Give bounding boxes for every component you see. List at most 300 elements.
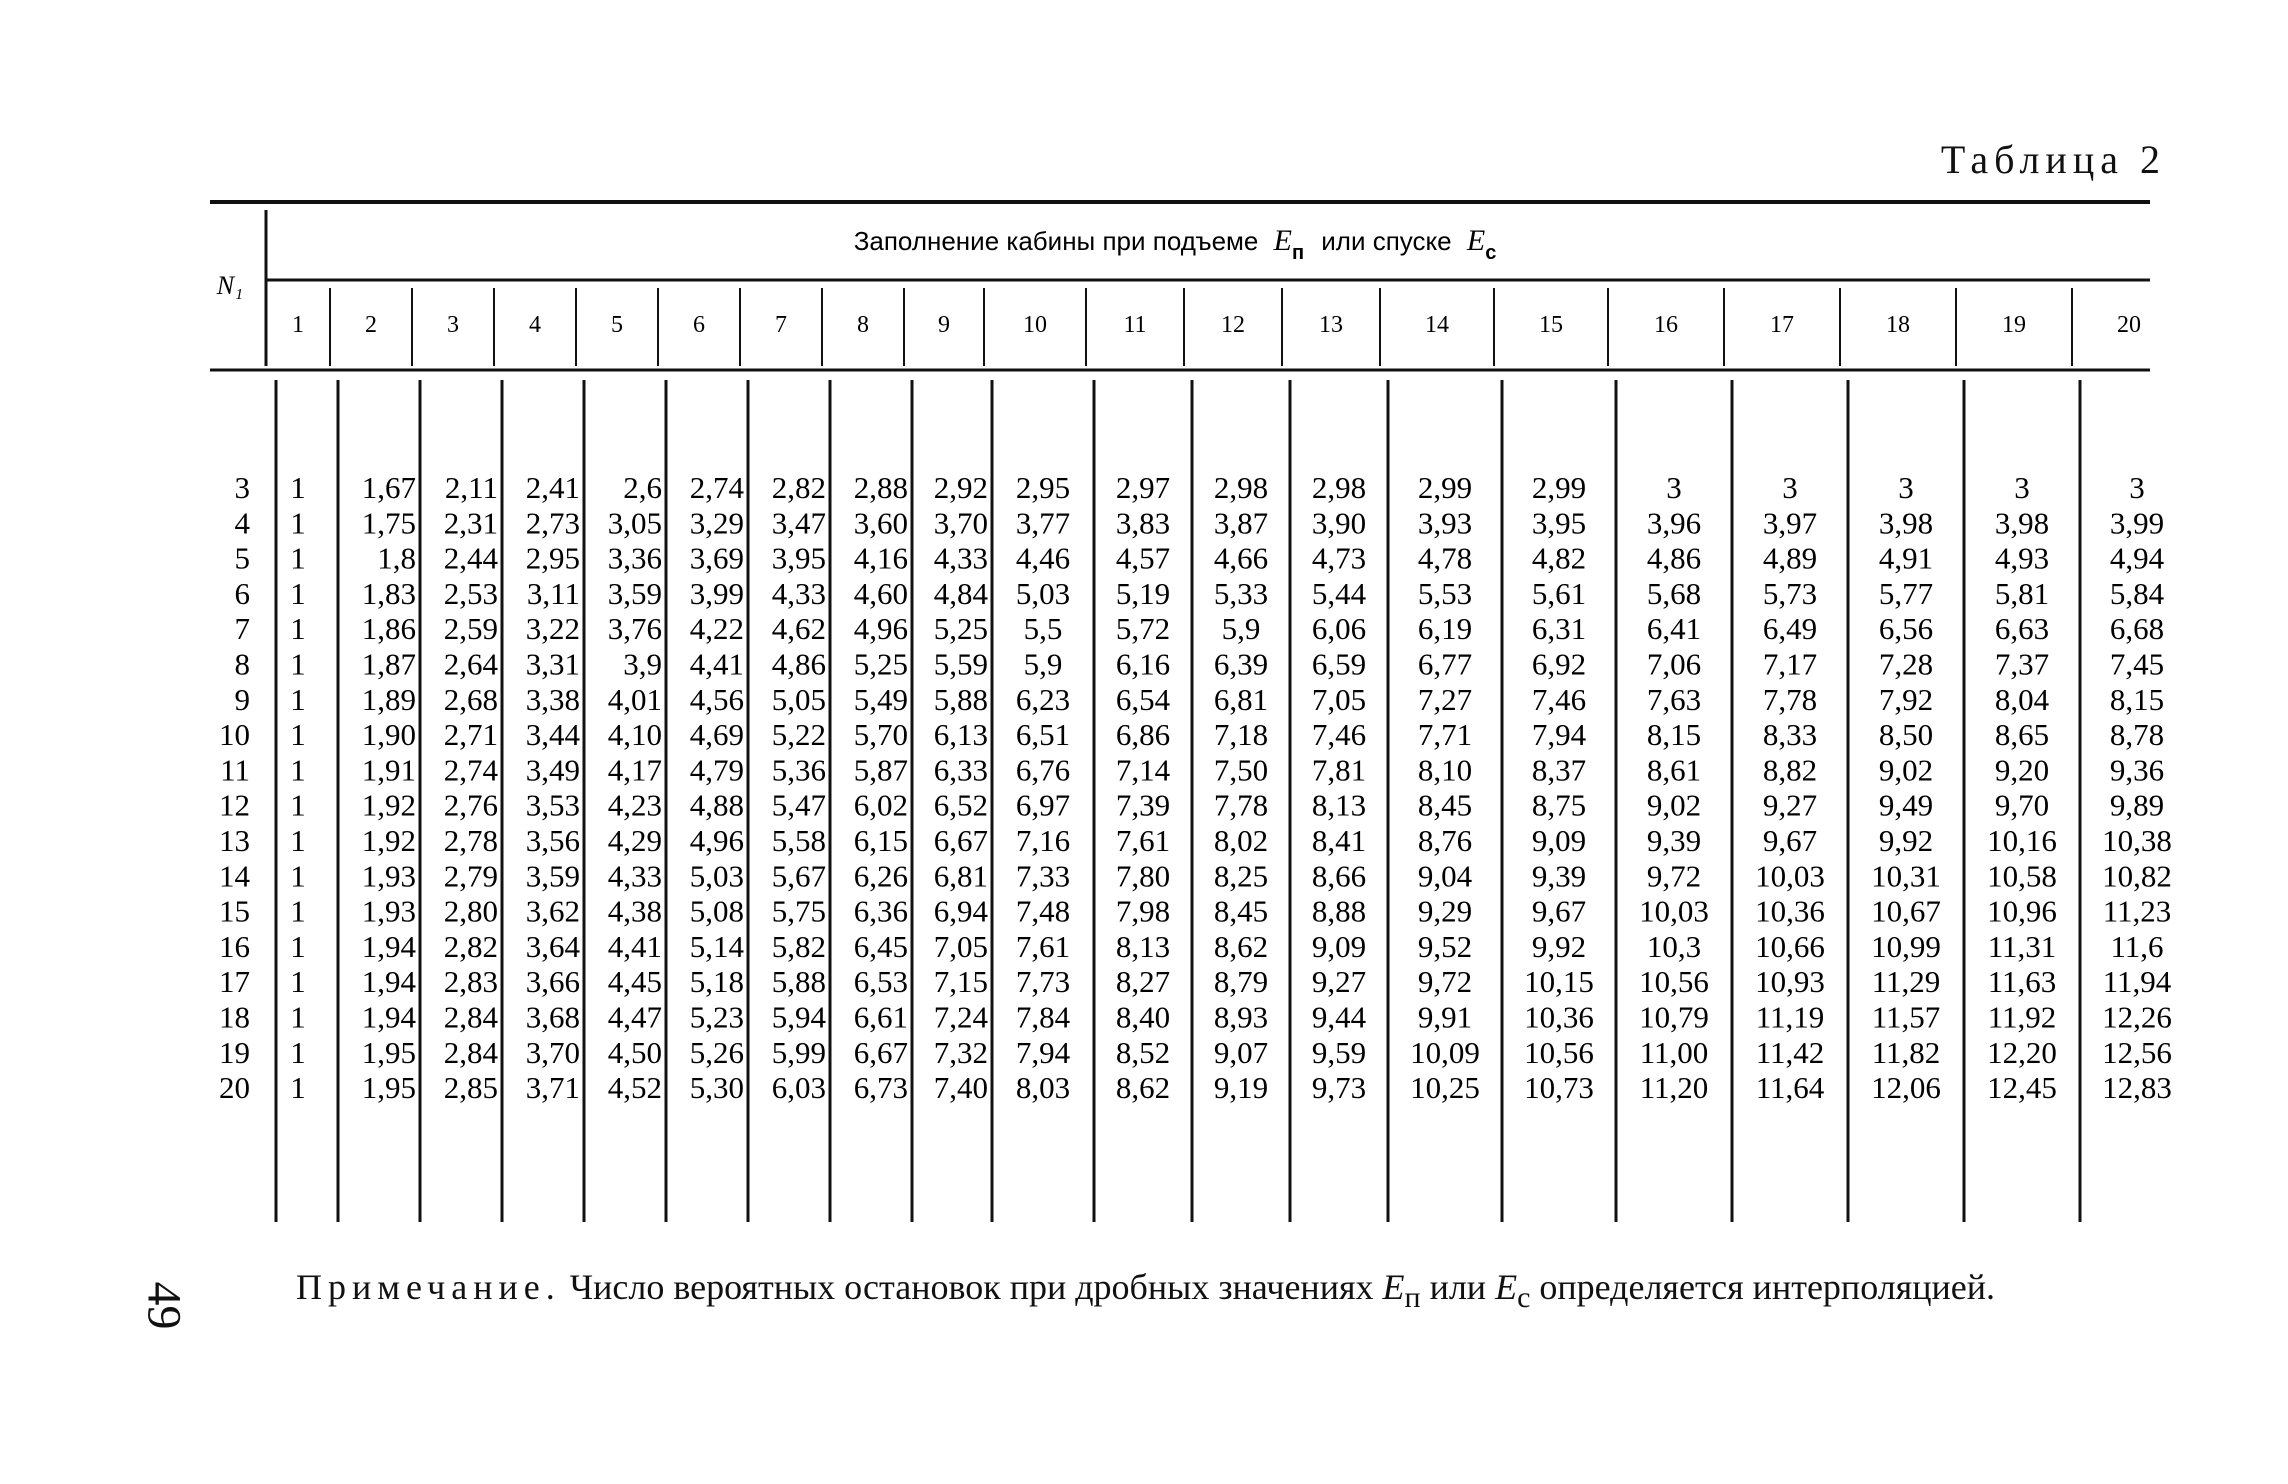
table-cell: 6,19 (1417, 611, 1473, 647)
table-cell: 2,74 (443, 752, 498, 788)
column-header-3: 3 (447, 312, 459, 338)
table-cell: 9,36 (2109, 752, 2165, 788)
table-cell: 8,75 (1531, 787, 1587, 823)
table-cell: 4,84 (933, 575, 988, 611)
row-label-3: 3 (234, 470, 250, 505)
table-cell: 9,91 (1417, 999, 1473, 1035)
table-cell: 5,47 (771, 787, 826, 823)
table-cell: 7,15 (933, 964, 988, 1000)
column-header-7: 7 (775, 312, 787, 338)
table-cell: 9,09 (1311, 928, 1367, 964)
table-cell: 4,33 (933, 540, 988, 576)
table-cell: 9,52 (1417, 928, 1473, 964)
table-cell: 7,78 (1762, 681, 1818, 717)
table-cell: 2,11 (444, 470, 498, 505)
table-cell: 8,45 (1417, 787, 1473, 823)
table-cell: 7,16 (1015, 823, 1071, 858)
table-cell: 11,63 (1987, 964, 2057, 1000)
table-cell: 7,61 (1115, 823, 1171, 858)
table-cell: 5,08 (689, 893, 744, 929)
table-title: Таблица 2 (1940, 137, 2166, 182)
table-cell: 7,14 (1115, 752, 1171, 788)
table-cell: 6,81 (933, 858, 988, 894)
table-cell: 8,82 (1762, 752, 1818, 788)
table-cell: 4,29 (607, 823, 662, 858)
note-sub-c: с (1517, 1281, 1531, 1315)
table-cell: 3 (1898, 470, 1914, 505)
table-cell: 9,70 (1994, 787, 2050, 823)
table-cell: 1,83 (361, 575, 416, 611)
table-cell: 2,59 (443, 611, 498, 647)
table-cell: 3,9 (623, 646, 662, 682)
table-cell: 11,23 (2102, 893, 2172, 929)
table-cell: 9,92 (1531, 928, 1587, 964)
table-cell: 4,96 (853, 611, 908, 647)
table-cell: 3,56 (525, 823, 580, 858)
table-cell: 2,41 (525, 470, 580, 505)
table-cell: 3,22 (525, 611, 580, 647)
table-cell: 9,02 (1878, 752, 1934, 788)
table-cell: 3 (2014, 470, 2030, 505)
table-cell: 7,27 (1417, 681, 1473, 717)
table-cell: 4,78 (1417, 540, 1473, 576)
table-cell: 9,67 (1762, 823, 1818, 858)
table-cell: 9,02 (1646, 787, 1702, 823)
table-cell: 5,75 (771, 893, 826, 929)
column-header-8: 8 (857, 312, 869, 338)
table-cell: 1 (290, 611, 306, 647)
table-cell: 1 (290, 964, 306, 1000)
table-cell: 1,95 (361, 1034, 416, 1070)
table-cell: 6,53 (853, 964, 908, 1000)
table-cell: 2,79 (443, 858, 498, 894)
table-cell: 8,66 (1311, 858, 1367, 894)
table-cell: 9,73 (1311, 1070, 1367, 1106)
table-cell: 4,62 (771, 611, 826, 647)
table-cell: 8,79 (1213, 964, 1269, 1000)
table-cell: 2,82 (771, 470, 826, 505)
table-cell: 3,59 (607, 575, 662, 611)
table-cell: 10,96 (1987, 893, 2057, 929)
table-cell: 3,77 (1015, 505, 1071, 541)
table-cell: 1 (290, 1034, 306, 1070)
table-cell: 2,44 (443, 540, 498, 576)
table-cell: 3,96 (1646, 505, 1702, 541)
table-cell: 5,25 (933, 611, 988, 647)
table-cell: 3,49 (525, 752, 580, 788)
table-cell: 10,82 (2102, 858, 2172, 894)
table-cell: 10,58 (1987, 858, 2057, 894)
table-cell: 7,40 (933, 1070, 988, 1106)
column-header-20: 20 (2117, 312, 2141, 338)
table-cell: 8,10 (1417, 752, 1473, 788)
table-cell: 3,29 (689, 505, 744, 541)
table-cell: 5,22 (771, 717, 826, 753)
table-cell: 4,46 (1015, 540, 1071, 576)
table-cell: 6,03 (771, 1070, 826, 1106)
table-cell: 12,83 (2102, 1070, 2172, 1106)
table-cell: 7,50 (1213, 752, 1269, 788)
table-cell: 10,36 (1755, 893, 1825, 929)
column-header-18: 18 (1886, 312, 1910, 338)
table-cell: 5,70 (853, 717, 908, 753)
table-cell: 4,41 (607, 928, 662, 964)
table-cell: 5,88 (933, 681, 988, 717)
table-cell: 8,41 (1311, 823, 1367, 858)
table-cell: 5,81 (1994, 575, 2050, 611)
column-header-2: 2 (365, 312, 377, 338)
table-cell: 4,56 (689, 681, 744, 717)
table-cell: 11,42 (1755, 1034, 1825, 1070)
table-cell: 10,03 (1639, 893, 1709, 929)
row-label-17: 17 (219, 964, 250, 1000)
table-cell: 10,31 (1871, 858, 1941, 894)
table-cell: 4,88 (689, 787, 744, 823)
table-cell: 3,59 (525, 858, 580, 894)
table-cell: 7,46 (1531, 681, 1587, 717)
table-cell: 10,09 (1410, 1034, 1480, 1070)
table-cell: 2,92 (933, 470, 988, 505)
table-cell: 6,67 (933, 823, 988, 858)
table-cell: 2,88 (853, 470, 908, 505)
table-cell: 7,28 (1878, 646, 1934, 682)
table-cell: 7,39 (1115, 787, 1171, 823)
table-cell: 3,11 (526, 575, 580, 611)
table-cell: 6,86 (1115, 717, 1171, 753)
note-sub-p: п (1404, 1281, 1421, 1315)
table-cell: 4,01 (607, 681, 662, 717)
table-cell: 6,97 (1015, 787, 1071, 823)
note-text-2: определяется интерполяцией. (1539, 1267, 1996, 1307)
table-cell: 1 (290, 893, 306, 929)
table-cell: 2,84 (443, 999, 498, 1035)
column-header-10: 10 (1023, 312, 1047, 338)
table-cell: 9,92 (1878, 823, 1934, 858)
table-cell: 2,98 (1311, 470, 1367, 505)
table-cell: 3,66 (525, 964, 580, 1000)
table-cell: 7,46 (1311, 717, 1367, 753)
table-cell: 11,20 (1639, 1070, 1709, 1106)
table-cell: 8,15 (2109, 681, 2165, 717)
table-cell: 2,97 (1115, 470, 1171, 505)
table-cell: 9,44 (1311, 999, 1367, 1035)
table-cell: 9,59 (1311, 1034, 1367, 1070)
table-cell: 4,33 (771, 575, 826, 611)
table-cell: 4,33 (607, 858, 662, 894)
table-cell: 5,19 (1115, 575, 1171, 611)
table-cell: 10,99 (1871, 928, 1941, 964)
table-cell: 11,64 (1755, 1070, 1825, 1106)
table-cell: 7,63 (1646, 681, 1702, 717)
table-cell: 3,87 (1213, 505, 1269, 541)
table-cell: 10,56 (1524, 1034, 1594, 1070)
column-header-15: 15 (1539, 312, 1563, 338)
table-cell: 6,76 (1015, 752, 1071, 788)
table-cell: 4,66 (1213, 540, 1269, 576)
table-cell: 3,71 (525, 1070, 580, 1106)
table-cell: 2,85 (443, 1070, 498, 1106)
table-cell: 9,29 (1417, 893, 1473, 929)
table-cell: 4,22 (689, 611, 744, 647)
table-cell: 9,19 (1213, 1070, 1269, 1106)
table-cell: 6,56 (1878, 611, 1934, 647)
table-cell: 1 (290, 823, 306, 858)
table-cell: 7,78 (1213, 787, 1269, 823)
table-cell: 6,31 (1531, 611, 1587, 647)
table-cell: 5,23 (689, 999, 744, 1035)
table-cell: 6,39 (1213, 646, 1269, 682)
table-cell: 6,26 (853, 858, 908, 894)
table-cell: 7,92 (1878, 681, 1934, 717)
group-header-text: Заполнение кабины при подъеме (853, 226, 1259, 256)
table-cell: 5,26 (689, 1034, 744, 1070)
table-cell: 4,50 (607, 1034, 662, 1070)
row-label-12: 12 (219, 787, 250, 823)
table-cell: 1 (290, 1070, 306, 1106)
table-cell: 8,13 (1311, 787, 1367, 823)
table-cell: 6,68 (2109, 611, 2165, 647)
column-header-12: 12 (1221, 312, 1245, 338)
table-cell: 7,45 (2109, 646, 2165, 682)
group-header-conj: или спуске (1321, 226, 1452, 256)
table-cell: 6,36 (853, 893, 908, 929)
table-cell: 1,86 (361, 611, 416, 647)
table-cell: 2,71 (443, 717, 498, 753)
table-cell: 2,78 (443, 823, 498, 858)
table-cell: 2,73 (525, 505, 580, 541)
table-cell: 5,99 (771, 1034, 826, 1070)
row-label-18: 18 (219, 999, 250, 1035)
table-cell: 6,73 (853, 1070, 908, 1106)
group-header-var-e2: E (1466, 224, 1486, 257)
table-cell: 10,66 (1755, 928, 1825, 964)
table-cell: 2,74 (689, 470, 744, 505)
column-header-1: 1 (292, 312, 304, 338)
table-cell: 3,64 (525, 928, 580, 964)
column-header-13: 13 (1319, 312, 1343, 338)
table-cell: 9,07 (1213, 1034, 1269, 1070)
table-cell: 1 (290, 999, 306, 1035)
table-cell: 10,79 (1639, 999, 1709, 1035)
table-cell: 3,83 (1115, 505, 1171, 541)
table-cell: 7,33 (1015, 858, 1071, 894)
table-cell: 2,31 (443, 505, 498, 541)
table-cell: 7,94 (1015, 1034, 1071, 1070)
table-cell: 8,25 (1213, 858, 1269, 894)
row-header-label: N₁ (216, 271, 244, 300)
table-cell: 7,84 (1015, 999, 1071, 1035)
table-cell: 7,48 (1015, 893, 1071, 929)
table-cell: 3,69 (689, 540, 744, 576)
column-header-16: 16 (1654, 312, 1678, 338)
table-cell: 1,8 (377, 540, 416, 576)
group-header-sub-c: с (1485, 242, 1497, 264)
table-cell: 8,61 (1646, 752, 1702, 788)
table-cell: 2,99 (1531, 470, 1587, 505)
table-cell: 3,90 (1311, 505, 1367, 541)
table-cell: 8,88 (1311, 893, 1367, 929)
table-cell: 5,84 (2109, 575, 2165, 611)
table-cell: 3,95 (1531, 505, 1587, 541)
table-cell: 1,67 (361, 470, 416, 505)
table-cell: 4,41 (689, 646, 744, 682)
table-cell: 8,52 (1115, 1034, 1171, 1070)
table-cell: 9,27 (1762, 787, 1818, 823)
table-cell: 8,13 (1115, 928, 1171, 964)
table-cell: 4,60 (853, 575, 908, 611)
table-cell: 1 (290, 928, 306, 964)
table-cell: 7,73 (1015, 964, 1071, 1000)
table-cell: 2,84 (443, 1034, 498, 1070)
table-cell: 7,05 (933, 928, 988, 964)
table-cell: 1,75 (361, 505, 416, 541)
row-label-6: 6 (234, 575, 250, 611)
table-cell: 5,18 (689, 964, 744, 1000)
table-cell: 6,51 (1015, 717, 1071, 753)
column-header-17: 17 (1770, 312, 1794, 338)
row-label-7: 7 (234, 611, 250, 647)
table-cell: 1,87 (361, 646, 416, 682)
column-header-9: 9 (938, 312, 950, 338)
table-cell: 8,50 (1878, 717, 1934, 753)
table-cell: 5,68 (1646, 575, 1702, 611)
table-cell: 3,36 (607, 540, 662, 576)
table-cell: 3 (2129, 470, 2145, 505)
table-cell: 6,49 (1762, 611, 1818, 647)
table-cell: 11,29 (1871, 964, 1941, 1000)
table-cell: 5,59 (933, 646, 988, 682)
table-cell: 1 (290, 646, 306, 682)
table-cell: 4,52 (607, 1070, 662, 1106)
table-cell: 3,62 (525, 893, 580, 929)
table-cell: 1,91 (361, 752, 416, 788)
table-cell: 9,67 (1531, 893, 1587, 929)
table-cell: 12,45 (1987, 1070, 2057, 1106)
row-label-9: 9 (234, 681, 250, 717)
table-cell: 2,76 (443, 787, 498, 823)
table-cell: 2,95 (1015, 470, 1071, 505)
table-cell: 2,99 (1417, 470, 1473, 505)
table-cell: 2,82 (443, 928, 498, 964)
table-cell: 10,36 (1524, 999, 1594, 1035)
table-cell: 6,02 (853, 787, 908, 823)
table-cell: 11,31 (1987, 928, 2057, 964)
table-cell: 10,67 (1871, 893, 1941, 929)
table-cell: 6,15 (853, 823, 908, 858)
table-cell: 4,94 (2109, 540, 2165, 576)
table-cell: 8,03 (1015, 1070, 1071, 1106)
table-cell: 4,38 (607, 893, 662, 929)
table-cell: 7,98 (1115, 893, 1171, 929)
group-header (854, 224, 1497, 265)
table-cell: 9,49 (1878, 787, 1934, 823)
table-cell: 7,06 (1646, 646, 1702, 682)
table-cell: 3,99 (2109, 505, 2165, 541)
table-cell: 3,60 (853, 505, 908, 541)
table-cell: 11,92 (1987, 999, 2057, 1035)
table-cell: 1 (290, 470, 306, 505)
table-cell: 5,5 (1023, 611, 1063, 647)
table-cell: 7,18 (1213, 717, 1269, 753)
table-cell: 5,73 (1762, 575, 1818, 611)
table-cell: 6,81 (1213, 681, 1269, 717)
table-cell: 7,61 (1015, 928, 1071, 964)
table-cell: 2,64 (443, 646, 498, 682)
group-header-var-e: E (1273, 224, 1292, 257)
table-cell: 5,44 (1311, 575, 1367, 611)
table-cell: 3,53 (525, 787, 580, 823)
table-cell: 5,77 (1878, 575, 1934, 611)
column-header-6: 6 (693, 312, 705, 338)
note-text-1: Число вероятных остановок при дробных значениях (569, 1267, 1374, 1307)
table-cell: 3,05 (607, 505, 662, 541)
table-cell: 5,9 (1221, 611, 1261, 647)
table-cell: 6,33 (933, 752, 988, 788)
row-label-4: 4 (234, 505, 250, 541)
table-cell: 8,33 (1762, 717, 1818, 753)
table-cell: 4,23 (607, 787, 662, 823)
table-cell: 10,16 (1987, 823, 2057, 858)
table-cell: 3,95 (771, 540, 826, 576)
table-cell: 4,10 (607, 717, 662, 753)
table-cell: 5,67 (771, 858, 826, 894)
table-cell: 8,65 (1994, 717, 2050, 753)
table-cell: 7,80 (1115, 858, 1171, 894)
table-cell: 9,27 (1311, 964, 1367, 1000)
table-cell: 2,6 (623, 470, 662, 505)
table-cell: 5,33 (1213, 575, 1269, 611)
table-cell: 6,77 (1417, 646, 1473, 682)
table-cell: 1,89 (361, 681, 416, 717)
table-cell: 1 (290, 505, 306, 541)
table-cell: 5,14 (689, 928, 744, 964)
table-cell: 6,63 (1994, 611, 2050, 647)
table-cell: 12,06 (1871, 1070, 1941, 1106)
table-cell: 10,03 (1755, 858, 1825, 894)
table-cell: 7,24 (933, 999, 988, 1035)
table-cell: 3,97 (1762, 505, 1818, 541)
table-cell: 5,05 (771, 681, 826, 717)
table-cell: 8,40 (1115, 999, 1171, 1035)
table-cell: 1,93 (361, 858, 416, 894)
table-cell: 7,71 (1417, 717, 1473, 753)
table-cell: 5,88 (771, 964, 826, 1000)
table-cell: 2,68 (443, 681, 498, 717)
table-cell: 1,95 (361, 1070, 416, 1106)
table-cell: 3,68 (525, 999, 580, 1035)
table-cell: 6,41 (1646, 611, 1702, 647)
table-cell: 7,05 (1311, 681, 1367, 717)
table-cell: 8,02 (1213, 823, 1269, 858)
table-cell: 12,20 (1987, 1034, 2057, 1070)
table-cell: 2,80 (443, 893, 498, 929)
table-cell: 8,62 (1213, 928, 1269, 964)
table-cell: 12,26 (2102, 999, 2172, 1035)
row-label-8: 8 (234, 646, 250, 682)
table-cell: 9,39 (1531, 858, 1587, 894)
table-cell: 2,83 (443, 964, 498, 1000)
table-cell: 3,47 (771, 505, 826, 541)
table-cell: 9,72 (1646, 858, 1702, 894)
table-cell: 6,92 (1531, 646, 1587, 682)
table-cell: 8,78 (2109, 717, 2165, 753)
table-cell: 8,76 (1417, 823, 1473, 858)
table-cell: 4,17 (607, 752, 662, 788)
row-label-15: 15 (219, 893, 250, 929)
table-cell: 4,69 (689, 717, 744, 753)
note-lead: Примечание. (296, 1267, 561, 1307)
table-cell: 7,32 (933, 1034, 988, 1070)
